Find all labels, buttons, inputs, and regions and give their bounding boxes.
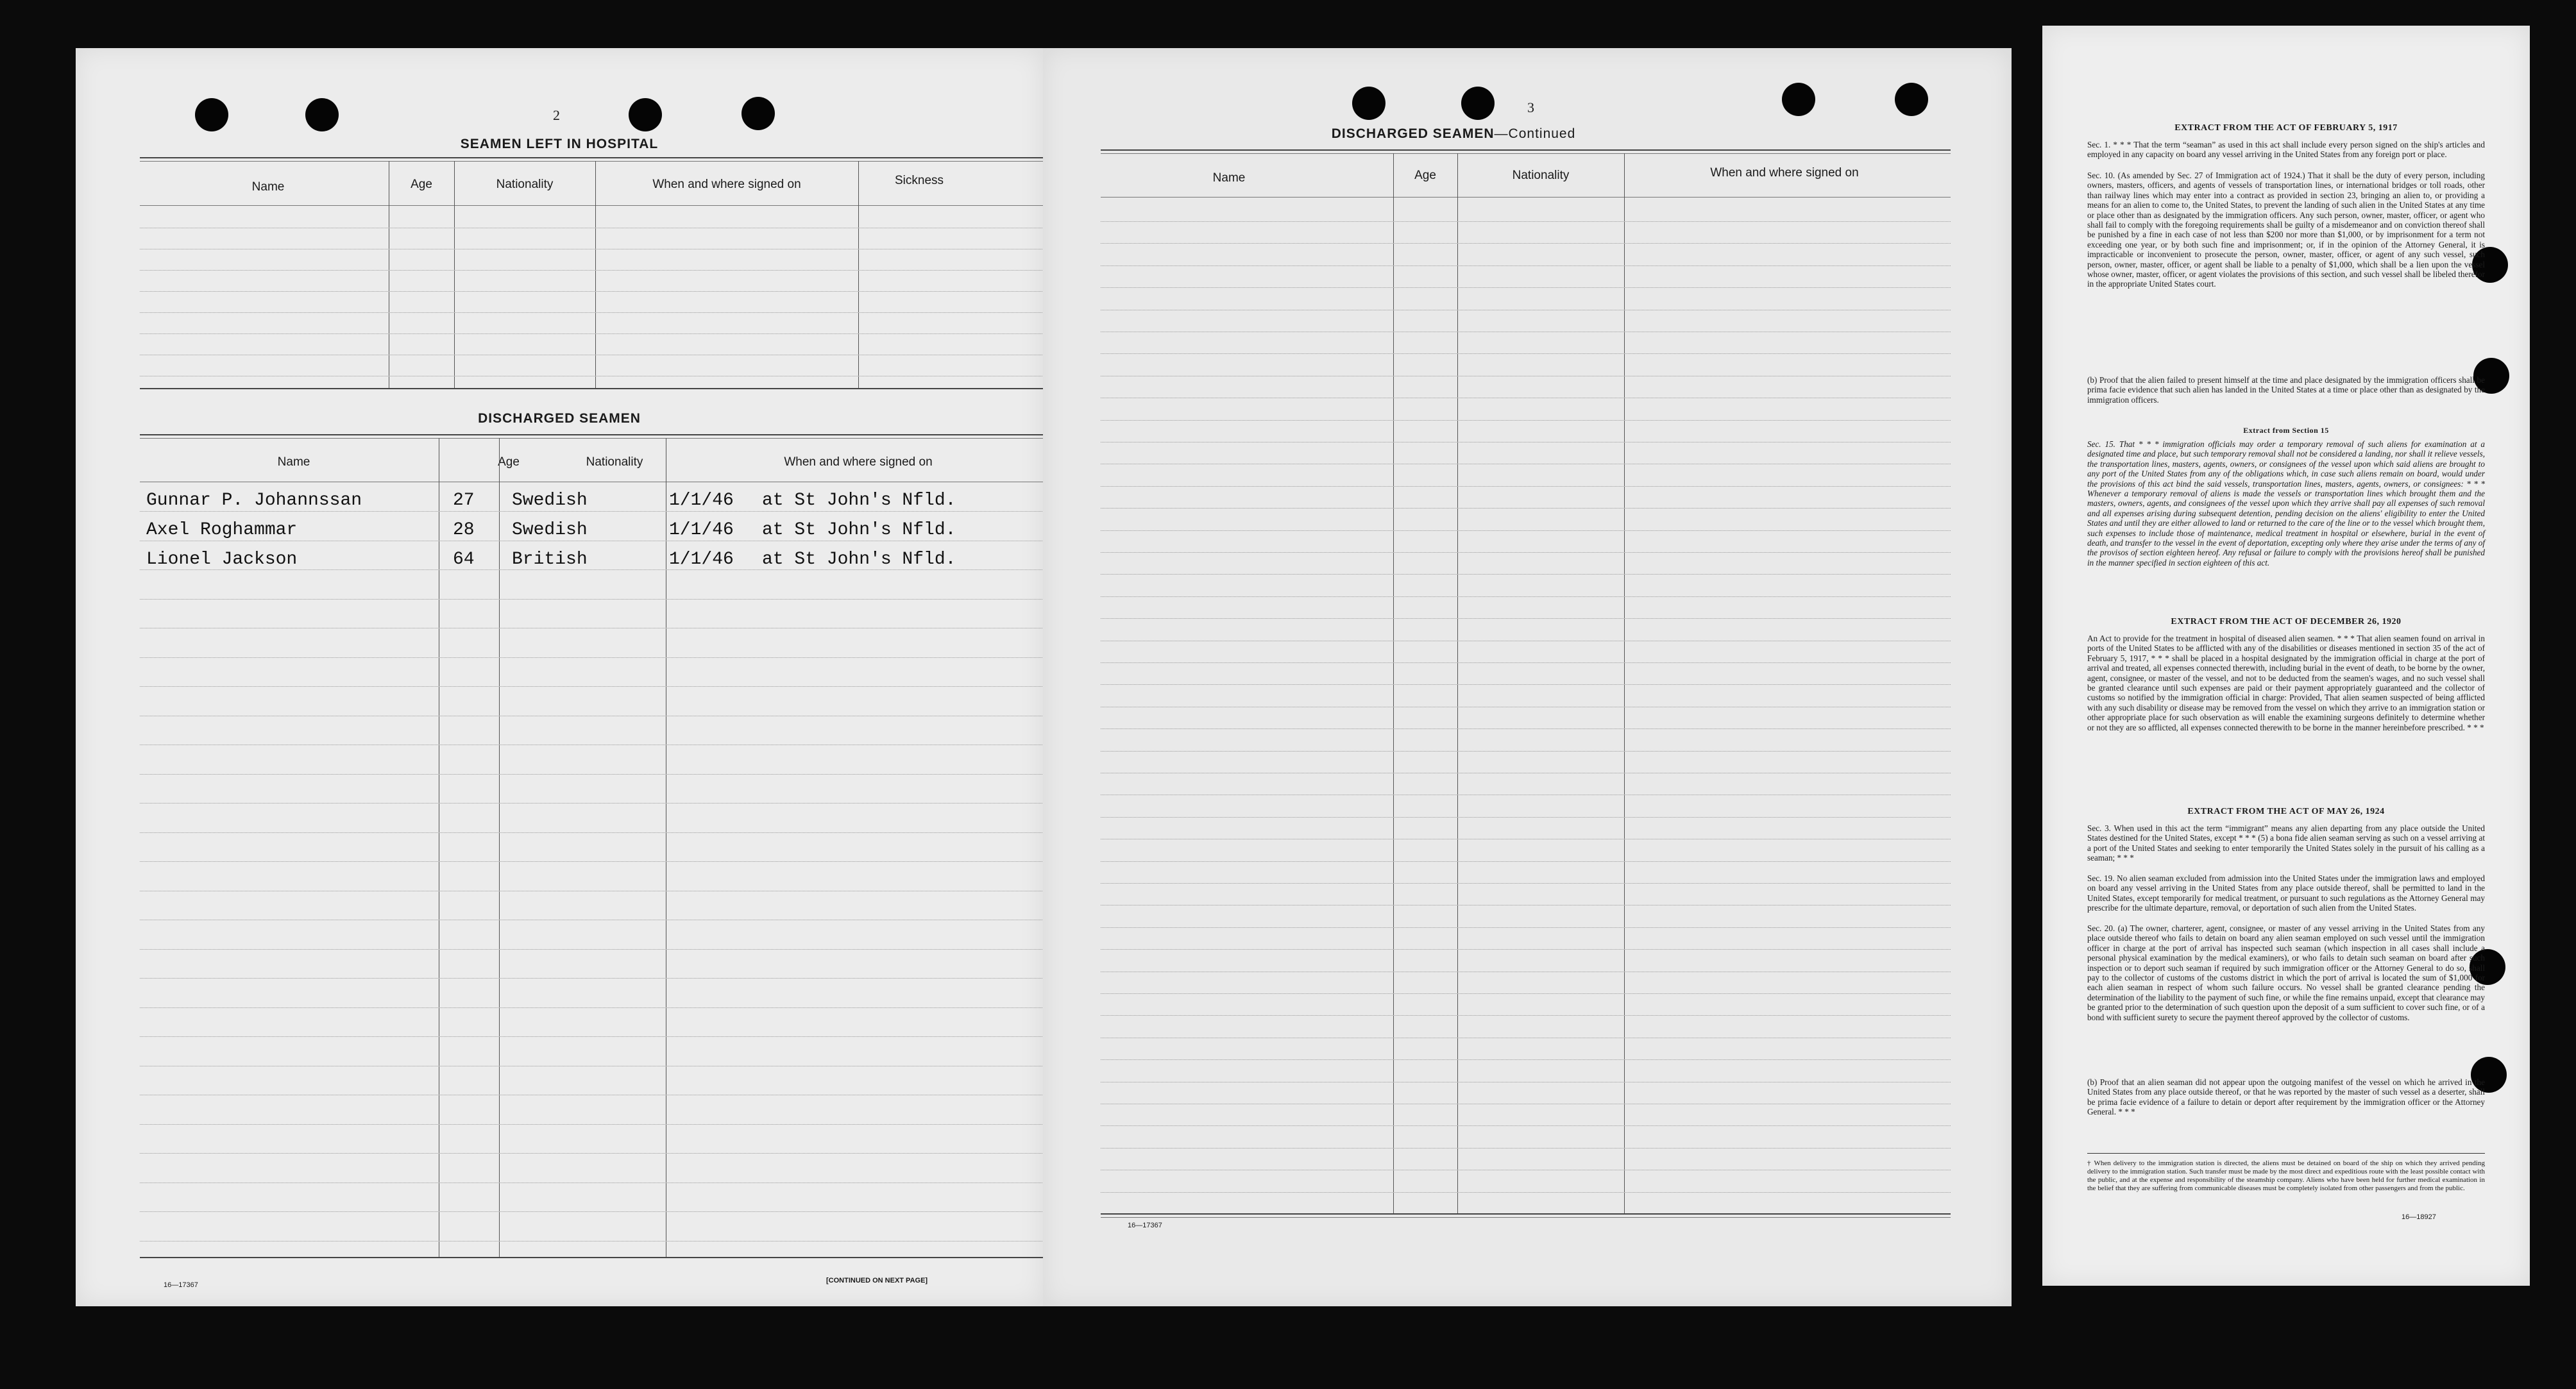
extract-heading-1924: EXTRACT FROM THE ACT OF MAY 26, 1924: [2187, 807, 2385, 816]
table-rule: [1101, 153, 1951, 154]
row-line: [1101, 949, 1951, 950]
row-line: [140, 312, 1054, 313]
row-line: [1101, 927, 1951, 928]
row-line: [140, 569, 1054, 570]
row-line: [1101, 861, 1951, 862]
header-nationality: Nationality: [496, 178, 554, 191]
right-page: [1043, 48, 2012, 1306]
row-line: [1101, 1192, 1951, 1193]
extract-1917-b: (b) Proof that the alien failed to present himself at the time and place designated by the immigration officers shall be prima facie evidence that such alien has landed in the United States at a time or place other than as designated by the immigration officers.: [2087, 375, 2485, 405]
header-nationality: Nationality: [586, 455, 643, 469]
row-line: [140, 861, 1054, 862]
header-age: Age: [498, 455, 520, 469]
form-id: 16—17367: [164, 1281, 198, 1289]
row-line: [1101, 574, 1951, 575]
row-line: [1101, 221, 1951, 222]
table-rule: [140, 157, 1054, 158]
row-line: [140, 333, 1054, 334]
row-line: [1101, 287, 1951, 288]
column-divider: [1624, 153, 1625, 1213]
column-divider: [499, 438, 500, 1257]
extract-sec15: Sec. 15. That * * * immigration officials may order a temporary removal of such aliens for examination at a designated time and place, but such temporary removal shall not be considered a landing, nor shall it relieve vessels, the transportation lines, masters, agents, owners, or consignees of the vessel upon which said aliens are brought to any port of the United States from any of the obligations which, in case such aliens remain on board, would under the provisions of this act bind the said vessels, transportation lines, masters, agents, owners, or consignees: * * * Whenever a temporary removal of aliens is made the vessels or transportation lines which brought them and the masters, owners, agents, and consignees of the vessel upon which they arrive shall pay all expenses of such removal and all expenses arising during subsequent detention, pending decision on the aliens' eligibility to enter the United States and until they are either allowed to land or returned to the care of the line or to the vessel which brought them, such expenses to include those of maintenance, medical treatment in hospital or elsewhere, burial in the event of death, and transfer to the vessel in the event of deportation, excepting only where they arise under the terms of any of the provisos of section eighteen hereof. Any refusal or failure to comply with the provisions hereof shall be punished in the manner specified in section eighteen of this act.: [2087, 439, 2485, 568]
header-name: Name: [1212, 171, 1246, 185]
page-number: 3: [1527, 99, 1534, 115]
cell-place: at St John's Nfld.: [762, 520, 956, 540]
continued-section-title: [1043, 126, 1864, 142]
title-bold: DISCHARGED SEAMEN: [1331, 126, 1495, 141]
row-line: [1101, 552, 1951, 553]
punch-hole: [195, 98, 228, 131]
row-line: [1101, 817, 1951, 818]
row-line: [140, 270, 1054, 271]
table-rule: [140, 434, 1054, 435]
row-line: [140, 978, 1054, 979]
cell-age: 27: [453, 491, 475, 510]
extract-1924-sec20: Sec. 20. (a) The owner, charterer, agent, consignee, or master of any vessel arriving in the United States from any place outside thereof who fails to detain on board any alien seaman employed on such vessel until the immigration officer in charge at the port of arrival has inspected such seaman (which inspection in all cases shall include a personal physical examination by the medical examiners), or who fails to detain such seaman on board after such inspection or to deport such seaman if required by such immigration officer or the Attorney General to do so, shall pay to the collector of customs of the customs district in which the port of arrival is located the sum of $1,000 for each alien seaman in respect of whom such failure occurs. No vessel shall be granted clearance pending the determination of the liability to the payment of such fine, or while the fine remains unpaid, except that clearance may be granted prior to the determination of such question upon the deposit of a sum sufficient to cover such fine, or of a bond with sufficient surety to secure the payment thereof approved by the collector of customs.: [2087, 923, 2485, 1022]
punch-hole: [1352, 87, 1385, 120]
table-rule: [140, 205, 1054, 206]
row-line: [1101, 883, 1951, 884]
cell-name: Lionel Jackson: [146, 550, 298, 569]
page-number: 2: [553, 107, 560, 123]
left-page: [76, 48, 1043, 1306]
row-line: [140, 686, 1054, 687]
form-id: 16—18927: [2402, 1213, 2436, 1221]
row-line: [140, 803, 1054, 804]
cell-name: Axel Roghammar: [146, 520, 298, 540]
extract-1917-sec10: Sec. 10. (As amended by Sec. 27 of Immigration act of 1924.) That it shall be the duty of every person, including owners, masters, officers, and agents of vessels of transportation lines, or international bridges or toll roads, other than railway lines which may enter into a contract as provided in section 23, bringing an alien to, or providing a means for an alien to come to, the United States, to prevent the landing of such alien in the United States at any time or place other than as designated by the immigration officers. Any such person, owner, master, officer, or agent who shall fail to comply with the foregoing requirements shall be guilty of a misdemeanor and on conviction thereof shall be punished by a fine in each case of not less than $200 nor more than $1,000, or by imprisonment for a term not exceeding one year, or by both such fine and imprisonment; or, if in the opinion of the Attorney General, it is impracticable or inconvenient to prosecute the person, owner, master, officer, or agent of any such vessel, such person, owner, master, officer, or agent shall be liable to a penalty of $1,000, which shall be a lien upon the vessel whose owner, master, officer, or agent violates the provisions of this section, and such vessel shall be libeled therefor in the appropriate United States court.: [2087, 171, 2485, 289]
header-age: Age: [1414, 169, 1436, 182]
row-line: [1101, 353, 1951, 354]
cell-nationality: Swedish: [512, 491, 588, 510]
row-line: [1101, 1125, 1951, 1126]
punch-hole: [1461, 87, 1495, 120]
table-rule: [140, 438, 1054, 439]
table-rule: [140, 388, 1054, 389]
title-suffix: —Continued: [1494, 126, 1576, 141]
continued-note: [CONTINUED ON NEXT PAGE]: [826, 1277, 928, 1284]
column-divider: [858, 161, 859, 388]
extract-1924-sec19: Sec. 19. No alien seaman excluded from admission into the United States under the immigration laws and employed on board any vessel arriving in the United States from any place outside thereof, shall be permitted to land in the United States, except temporarily for medical treatment, or pursuant to such regulations as the Attorney General may prescribe for the ultimate departure, removal, or deportation of such alien from the United States.: [2087, 873, 2485, 913]
header-signed-on: When and where signed on: [652, 178, 801, 191]
table-rule: [140, 1257, 1054, 1258]
punch-hole: [629, 98, 662, 131]
row-line: [140, 1241, 1054, 1242]
header-signed-on: When and where signed on: [1710, 166, 1859, 180]
row-line: [140, 1153, 1054, 1154]
extract-heading-sec15: Extract from Section 15: [2243, 426, 2329, 435]
header-signed-on: When and where signed on: [784, 455, 933, 469]
extract-1924-b: (b) Proof that an alien seaman did not appear upon the outgoing manifest of the vessel on which he arrived in the United States from any place outside thereof, or that he was reported by the master of such vessel as a deserter, shall be prima facie evidence of a failure to detain or deport after requirement by the immigration officer or the Attorney General. * * *: [2087, 1077, 2485, 1117]
table-rule: [1101, 197, 1951, 198]
row-line: [1101, 508, 1951, 509]
cell-place: at St John's Nfld.: [762, 550, 956, 569]
row-line: [1101, 728, 1951, 729]
row-line: [140, 1036, 1054, 1037]
punch-hole: [1895, 83, 1928, 116]
row-line: [1101, 1148, 1951, 1149]
row-line: [140, 291, 1054, 292]
column-divider: [1393, 153, 1394, 1213]
punch-hole: [305, 98, 339, 131]
header-age: Age: [411, 178, 432, 191]
extract-1924-sec3: Sec. 3. When used in this act the term “immigrant” means any alien departing from any place outside the United States destined for the United States, except * * * (5) a bona fide alien seaman serving as such on a vessel arriving at a port of the United States and seeking to enter temporarily the United States solely in the pursuit of his calling as a seaman; * * *: [2087, 823, 2485, 863]
row-line: [1101, 265, 1951, 266]
row-line: [140, 599, 1054, 600]
cell-age: 28: [453, 520, 475, 540]
table-rule: [1101, 149, 1951, 151]
cell-name: Gunnar P. Johannssan: [146, 491, 362, 510]
row-line: [1101, 751, 1951, 752]
column-divider: [595, 161, 596, 388]
row-line: [1101, 243, 1951, 244]
row-line: [1101, 1059, 1951, 1060]
extract-1917-sec1: Sec. 1. * * * That the term “seaman” as used in this act shall include every person signed on the ship's articles and employed in any capacity on board any vessel arriving in the United States from any foreign port or place.: [2087, 140, 2485, 160]
header-name: Name: [251, 180, 285, 194]
row-line: [1101, 596, 1951, 597]
row-line: [140, 774, 1054, 775]
row-line: [140, 1007, 1054, 1008]
cell-date: 1/1/46: [669, 520, 734, 540]
row-line: [1101, 684, 1951, 685]
footnote-rule: [2087, 1153, 2485, 1154]
header-nationality: Nationality: [1512, 169, 1570, 182]
cell-nationality: Swedish: [512, 520, 588, 540]
discharged-section-title: DISCHARGED SEAMEN: [478, 411, 641, 426]
cell-age: 64: [453, 550, 475, 569]
cell-place: at St John's Nfld.: [762, 491, 956, 510]
cell-nationality: British: [512, 550, 588, 569]
column-divider: [1457, 153, 1458, 1213]
extract-1920: An Act to provide for the treatment in hospital of diseased alien seamen. * * * That alien seamen found on arrival in ports of the United States to be afflicted with any of the disabilities or diseases mentioned in section 35 of the act of February 5, 1917, * * * shall be placed in a hospital designated by the immigration official in charge at the port of arrival and treated, all expenses connected therewith, including burial in the event of death, to be borne by the owner, agent, consignee, or master of the vessel, and not to be deducted from the seamen's wages, and no such vessel shall be granted clearance until such expenses are paid or their payment appropriately guaranteed and the collector of customs so notified by the immigration official in charge: Provided, That alien seamen suspected of being afflicted with any such disability or disease may be removed from the vessel on which they arrive to an immigration station or other appropriate place for such observation as will enable the examining surgeons definitely to determine whether or not they are so afflicted, all expenses connected therewith to be borne in the manner hereinbefore prescribed. * * *: [2087, 634, 2485, 732]
cell-date: 1/1/46: [669, 491, 734, 510]
column-divider: [454, 161, 455, 388]
row-line: [140, 1211, 1054, 1212]
cell-date: 1/1/46: [669, 550, 734, 569]
form-id: 16—17367: [1128, 1222, 1162, 1229]
row-line: [140, 657, 1054, 658]
hospital-section-title: SEAMEN LEFT IN HOSPITAL: [460, 137, 659, 151]
punch-hole: [741, 97, 775, 130]
table-rule: [140, 161, 1054, 162]
row-line: [140, 949, 1054, 950]
header-name: Name: [277, 455, 310, 469]
row-line: [1101, 486, 1951, 487]
extract-footnote: † When delivery to the immigration station is directed, the aliens must be detained on board of the ship on which they arrived pending delivery to the immigration station. Such transfer must be made by the most direct and expeditious route with the least possible contact with the public, and at the expense and responsibility of the steamship company. Aliens who have been held for further medical examination in the belief that they are suffering from communicable diseases must be completely isolated from other passengers and from the public.: [2087, 1159, 2485, 1192]
extract-page: [2042, 26, 2530, 1286]
punch-hole: [1782, 83, 1815, 116]
table-rule: [1101, 1217, 1951, 1218]
row-line: [140, 832, 1054, 833]
row-line: [140, 1124, 1054, 1125]
row-line: [1101, 1015, 1951, 1016]
table-rule: [1101, 1213, 1951, 1215]
extract-heading-1917: EXTRACT FROM THE ACT OF FEBRUARY 5, 1917: [2174, 123, 2398, 133]
row-line: [1101, 530, 1951, 531]
row-line: [1101, 662, 1951, 663]
row-line: [1101, 618, 1951, 619]
row-line: [140, 511, 1054, 512]
row-line: [1101, 993, 1951, 994]
header-sickness: Sickness: [894, 174, 944, 187]
row-line: [1101, 420, 1951, 421]
extract-heading-1920: EXTRACT FROM THE ACT OF DECEMBER 26, 1920: [2171, 617, 2402, 627]
